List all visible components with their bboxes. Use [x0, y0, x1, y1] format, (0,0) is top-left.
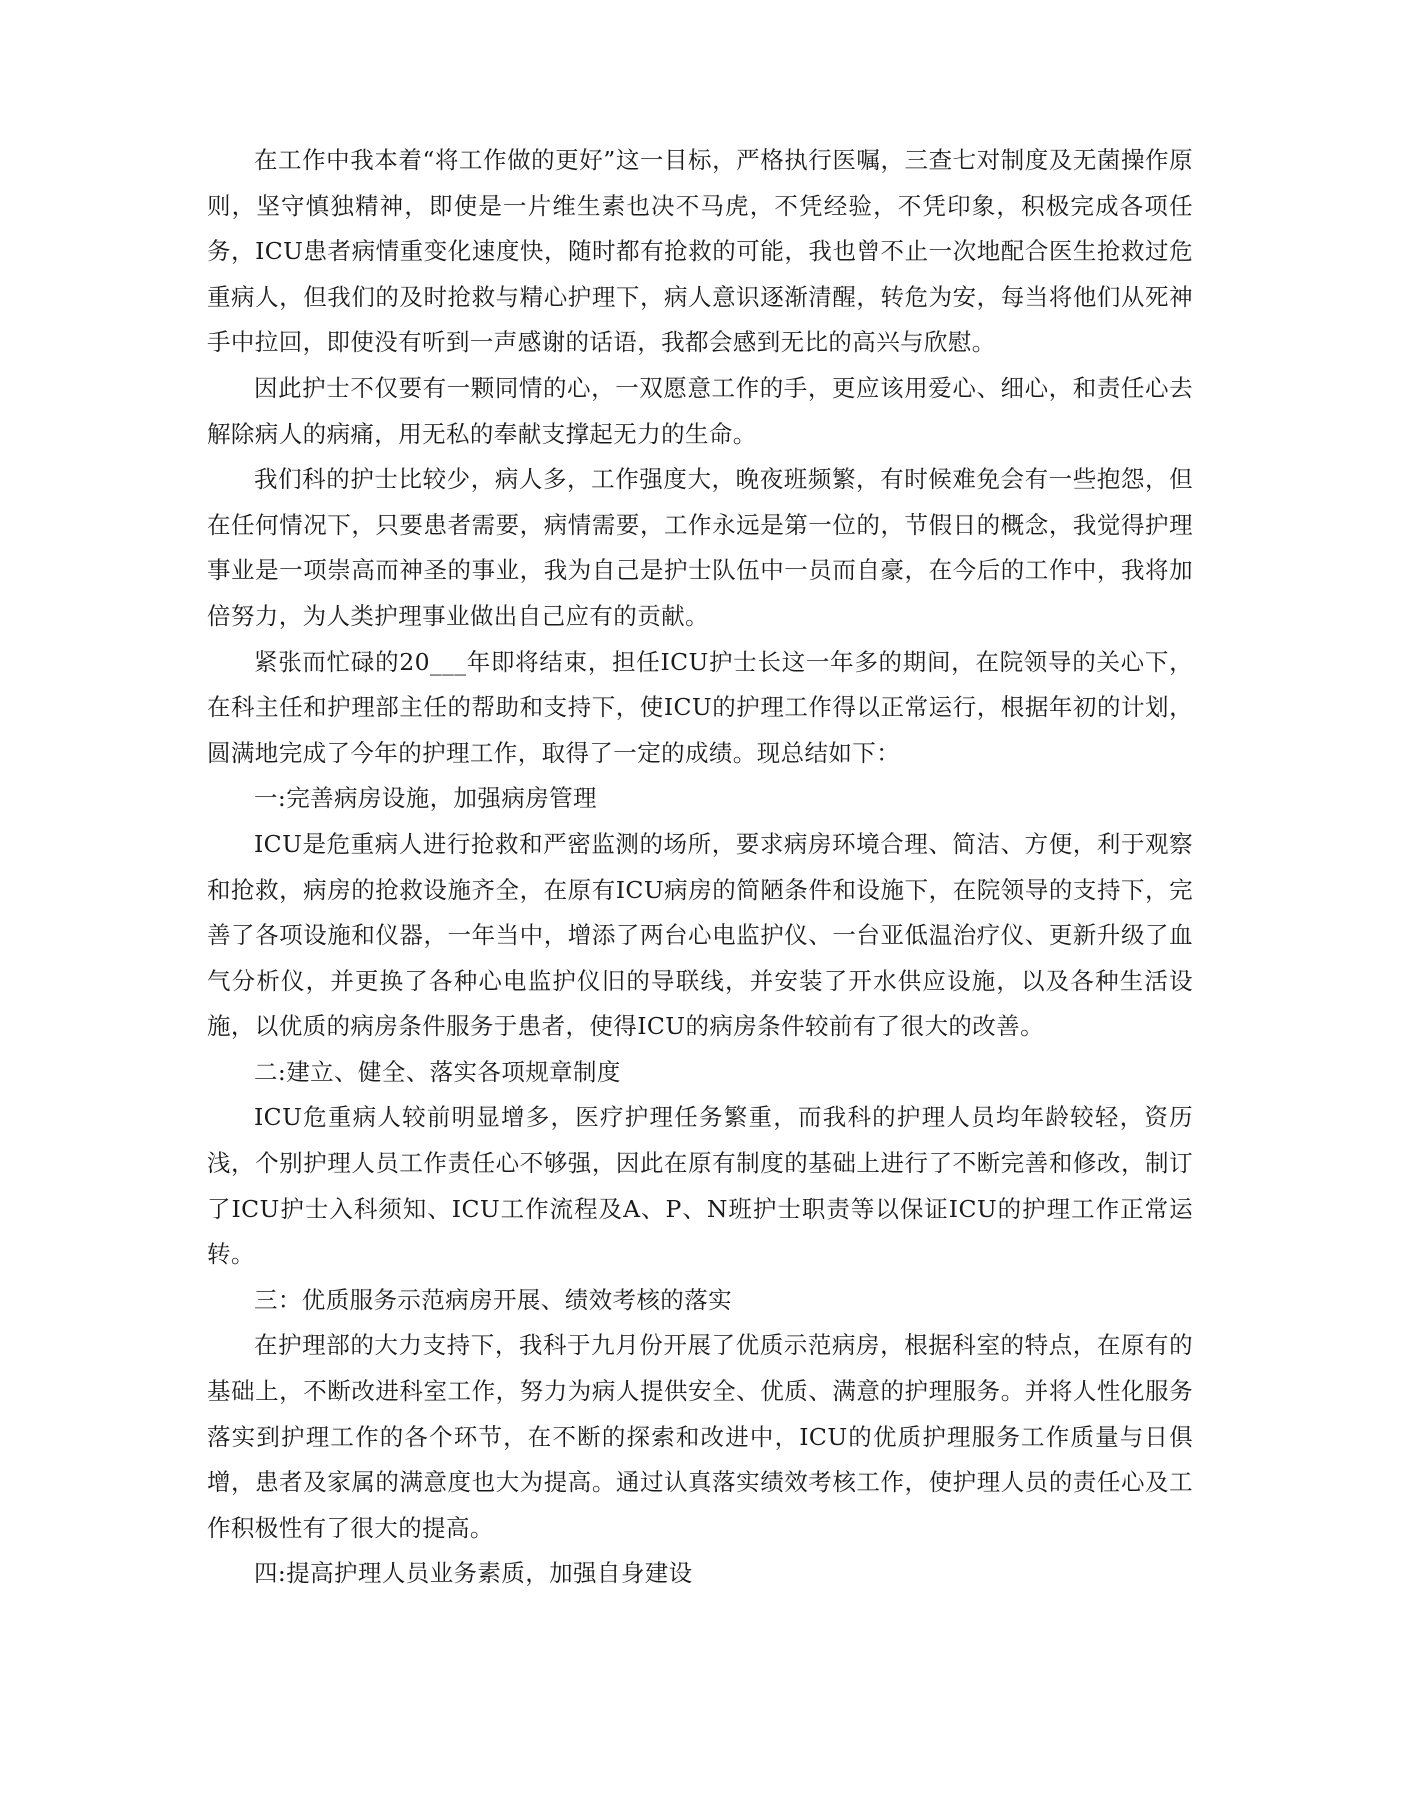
document-body	[207, 138, 1193, 1597]
paragraph-ward-facilities: ICU是危重病人进行抢救和严密监测的场所，要求病房环境合理、简洁、方便，利于观察和抢救，病房的抢救设施齐全，在原有ICU病房的简陋条件和设施下，在院领导的支持下，完善了各项设施和仪器，一年当中，增添了两台心电监护仪、一台亚低温治疗仪、更新升级了血气分析仪，并更换了各种心电监护仪旧的导联线，并安装了开水供应设施，以及各种生活设施，以优质的病房条件服务于患者，使得ICU的病房条件较前有了很大的改善。	[207, 829, 1193, 1041]
paragraph-rules-system: ICU危重病人较前明显增多，医疗护理任务繁重，而我科的护理人员均年龄较轻，资历浅，个别护理人员工作责任心不够强，因此在原有制度的基础上进行了不断完善和修改，制订了ICU护士入科须知、ICU工作流程及A、P、N班护士职责等以保证ICU的护理工作正常运转。	[207, 1103, 1193, 1269]
paragraph-work-attitude: 在工作中我本着“将工作做的更好”这一目标，严格执行医嘱，三查七对制度及无菌操作原则，坚守慎独精神，即使是一片维生素也决不马虎，不凭经验，不凭印象，积极完成各项任务，ICU患者病情重变化速度快，随时都有抢救的可能，我也曾不止一次地配合医生抢救过危重病人，但我们的及时抢救与精心护理下，病人意识逐渐清醒，转危为安，每当将他们从死神手中拉回，即使没有听到一声感谢的话语，我都会感到无比的高兴与欣慰。	[207, 146, 1193, 357]
section-heading-3: 三：优质服务示范病房开展、绩效考核的落实	[254, 1285, 732, 1314]
section-heading-4: 四:提高护理人员业务素质，加强自身建设	[254, 1559, 693, 1588]
paragraph-workload: 我们科的护士比较少，病人多，工作强度大，晚夜班频繁，有时候难免会有一些抱怨，但在任何情况下，只要患者需要，病情需要，工作永远是第一位的，节假日的概念，我觉得护理事业是一项崇高而神圣的事业，我为自己是护士队伍中一员而自豪，在今后的工作中，我将加倍努力，为人类护理事业做出自己应有的贡献。	[207, 465, 1193, 630]
section-heading-1: 一:完善病房设施，加强病房管理	[254, 784, 597, 813]
section-heading-2: 二:建立、健全、落实各项规章制度	[254, 1057, 621, 1086]
paragraph-year-summary-intro: 紧张而忙碌的20___年即将结束，担任ICU护士长这一年多的期间，在院领导的关心下，在科主任和护理部主任的帮助和支持下，使ICU的护理工作得以正常运行，根据年初的计划，圆满地完成了今年的护理工作，取得了一定的成绩。现总结如下：	[207, 647, 1193, 767]
paragraph-quality-service: 在护理部的大力支持下，我科于九月份开展了优质示范病房，根据科室的特点，在原有的基础上，不断改进科室工作，努力为病人提供安全、优质、满意的护理服务。并将人性化服务落实到护理工作的各个环节，在不断的探索和改进中，ICU的优质护理服务工作质量与日俱增，患者及家属的满意度也大为提高。通过认真落实绩效考核工作，使护理人员的责任心及工作积极性有了很大的提高。	[207, 1331, 1193, 1542]
paragraph-nurse-compassion: 因此护士不仅要有一颗同情的心，一双愿意工作的手，更应该用爱心、细心，和责任心去解除病人的病痛，用无私的奉献支撑起无力的生命。	[207, 373, 1193, 448]
